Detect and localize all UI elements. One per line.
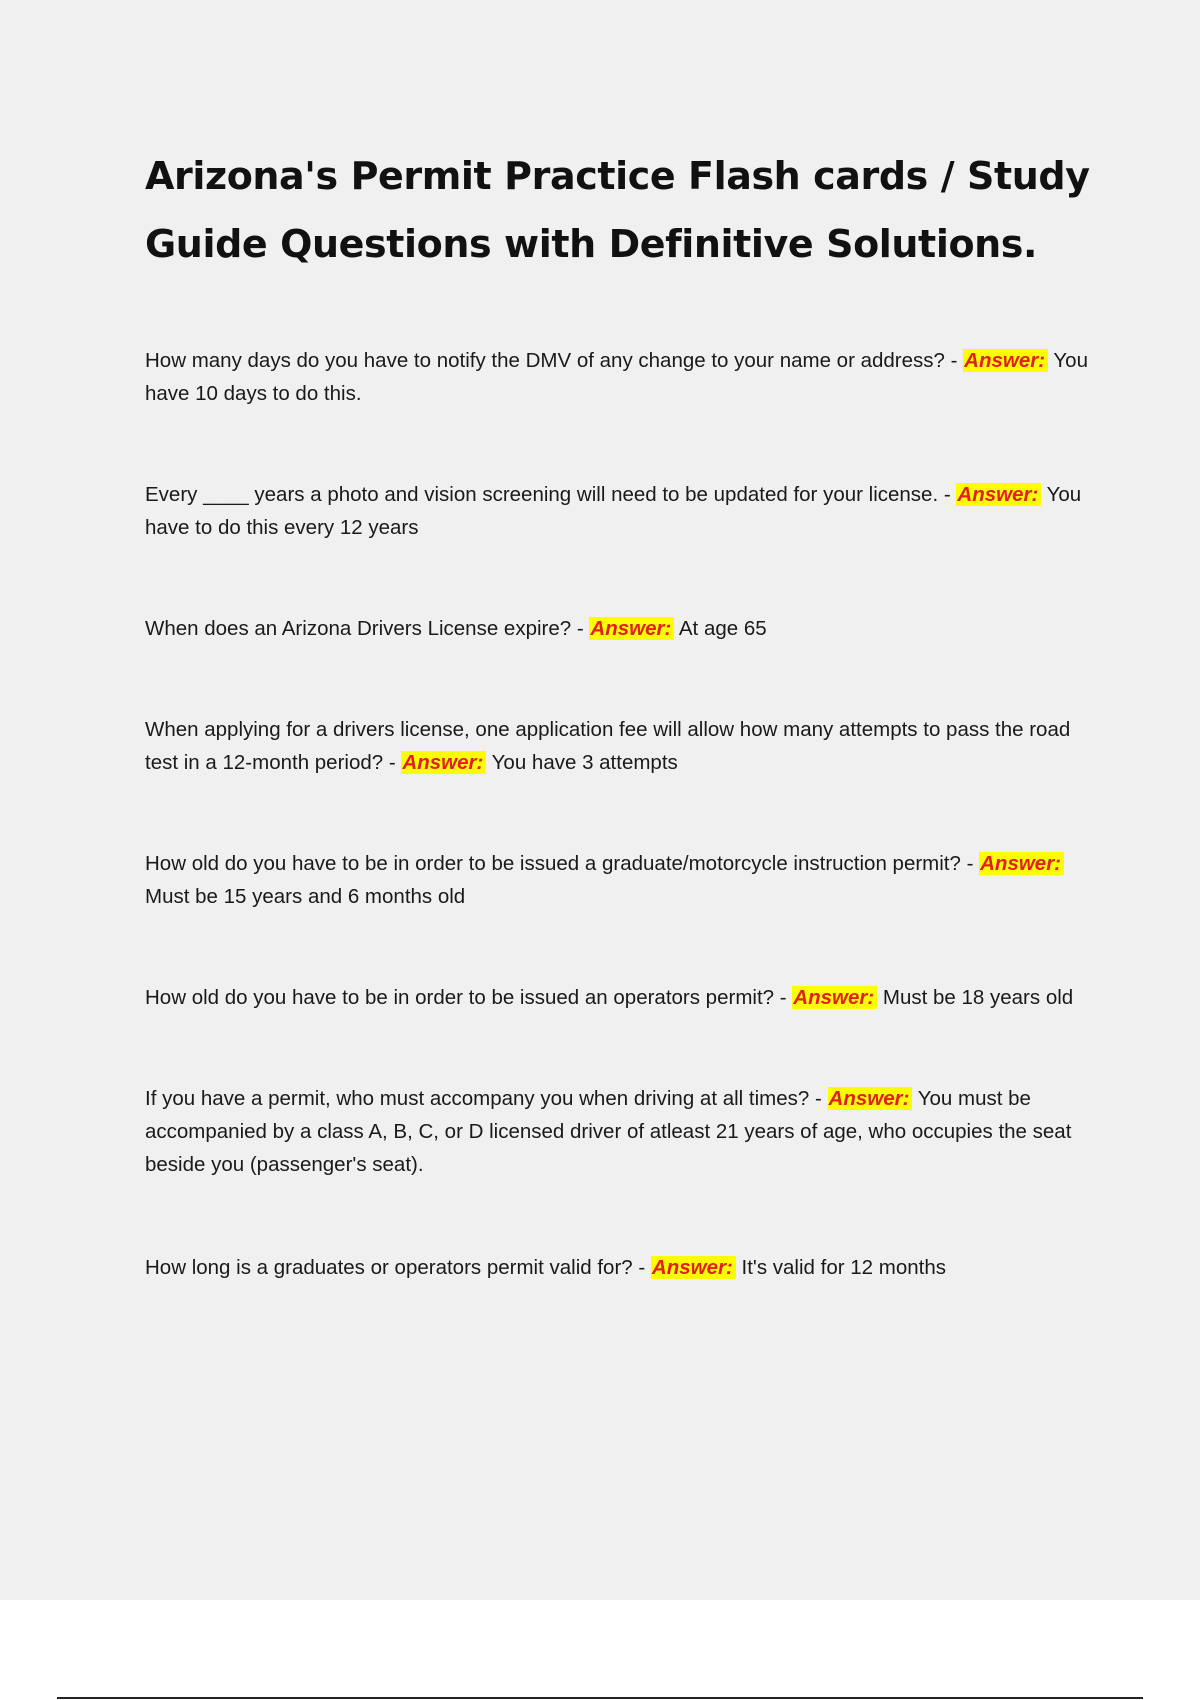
qa-item <box>145 478 1090 544</box>
answer-text: You have to do this every 12 years <box>145 483 1082 539</box>
answer-text: It's valid for 12 months <box>741 1256 946 1279</box>
answer-label: Answer: <box>401 751 486 774</box>
answer-label: Answer: <box>651 1256 736 1279</box>
question-text: Every ____ years a photo and vision screening will need to be updated for your license. - <box>145 483 951 506</box>
title-line-1: Arizona's Permit Practice Flash cards / Study <box>145 154 1090 198</box>
question-text: How old do you have to be in order to be issued an operators permit? - <box>145 986 787 1009</box>
qa-item <box>145 612 1090 645</box>
answer-label: Answer: <box>792 986 877 1009</box>
qa-list <box>145 344 1090 1284</box>
answer-text: You have 3 attempts <box>491 751 678 774</box>
qa-item <box>145 713 1090 779</box>
question-text: How long is a graduates or operators permit valid for? - <box>145 1256 646 1279</box>
question-text: How old do you have to be in order to be issued a graduate/motorcycle instruction permit? - <box>145 852 974 875</box>
answer-label: Answer: <box>828 1087 913 1110</box>
question-text: When does an Arizona Drivers License expire? - <box>145 617 584 640</box>
question-text: If you have a permit, who must accompany you when driving at all times? - <box>145 1087 822 1110</box>
qa-item <box>145 981 1090 1014</box>
answer-label: Answer: <box>963 349 1048 372</box>
document-title <box>145 142 1090 278</box>
answer-text: Must be 15 years and 6 months old <box>145 885 466 908</box>
title-line-2: Guide Questions with Definitive Solutions. <box>145 222 1038 266</box>
answer-label: Answer: <box>956 483 1041 506</box>
answer-text: Must be 18 years old <box>882 986 1074 1009</box>
page-footer-area <box>0 1600 1200 1700</box>
answer-text: You must be accompanied by a class A, B, C, or D licensed driver of atleast 21 years of age, who occupies the seat beside you (passenger's seat). <box>145 1087 1072 1176</box>
answer-text: At age 65 <box>678 617 767 640</box>
answer-label: Answer: <box>979 852 1064 875</box>
question-text: How many days do you have to notify the DMV of any change to your name or address? - <box>145 349 958 372</box>
footer-divider <box>57 1697 1143 1699</box>
qa-item <box>145 847 1090 913</box>
qa-item <box>145 344 1090 410</box>
answer-label: Answer: <box>589 617 674 640</box>
answer-text: You have 10 days to do this. <box>145 349 1088 405</box>
document-content <box>145 142 1090 1352</box>
qa-item <box>145 1251 1090 1284</box>
qa-item <box>145 1082 1090 1181</box>
question-text: When applying for a drivers license, one application fee will allow how many attempts to pass the road test in a 12-month period? - <box>145 718 1071 774</box>
